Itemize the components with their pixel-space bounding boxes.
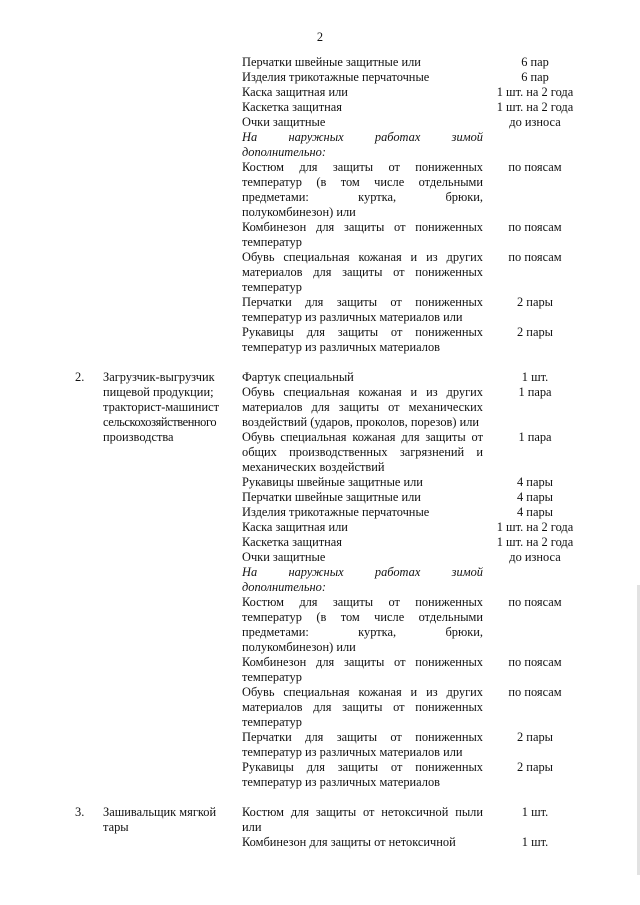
page-number: 2 bbox=[316, 30, 324, 44]
ppe-item-row bbox=[242, 685, 587, 730]
profession-line: производства bbox=[103, 430, 174, 444]
ppe-item-row bbox=[242, 595, 587, 655]
ppe-item-row bbox=[242, 160, 587, 220]
ppe-items bbox=[242, 55, 587, 355]
ppe-item-name: Очки защитные bbox=[242, 115, 326, 129]
profession-group bbox=[0, 55, 640, 355]
profession-line: тракторист-машинист bbox=[103, 400, 220, 414]
ppe-item-row bbox=[242, 55, 587, 70]
ppe-item-norm: 1 шт. на 2 года bbox=[496, 520, 574, 534]
ppe-item-norm: 6 пар bbox=[521, 55, 549, 69]
ppe-item-name: Каска защитная или bbox=[242, 85, 348, 99]
ppe-item-name: Каскетка защитная bbox=[242, 100, 342, 114]
ppe-item-norm: по поясам bbox=[508, 250, 562, 264]
ppe-item-norm: 4 пары bbox=[517, 475, 553, 489]
ppe-item-row bbox=[242, 475, 587, 490]
ppe-item-row bbox=[242, 505, 587, 520]
ppe-item-norm: по поясам bbox=[508, 595, 562, 609]
ppe-item-norm: 1 шт. на 2 года bbox=[496, 85, 574, 99]
ppe-item-norm: до износа bbox=[509, 115, 561, 129]
profession-group bbox=[0, 370, 640, 790]
ppe-item-row bbox=[242, 430, 587, 475]
ppe-item-norm: 2 пары bbox=[517, 295, 553, 309]
ppe-item-norm: 1 шт. на 2 года bbox=[496, 100, 574, 114]
ppe-item-row bbox=[242, 115, 587, 130]
ppe-item-name: Костюм для защиты от нетоксичной пыли или bbox=[242, 805, 483, 834]
ppe-item-norm: 1 пара bbox=[518, 430, 552, 444]
ppe-item-norm: 1 шт. bbox=[521, 835, 549, 849]
ppe-item-name: Обувь специальная кожаная и из других материалов для защиты от механических воздействий (ударов, проколов, порезов) или bbox=[242, 385, 483, 429]
profession-name bbox=[103, 805, 229, 835]
ppe-item-name: Перчатки для защиты от пониженных температур из различных материалов или bbox=[242, 295, 483, 324]
ppe-item-norm: 6 пар bbox=[521, 70, 549, 84]
ppe-item-name: Изделия трикотажные перчаточные bbox=[242, 505, 430, 519]
section-note: На наружных работах зимой дополнительно: bbox=[242, 130, 483, 159]
profession-name bbox=[103, 370, 229, 445]
ppe-item-name: Перчатки швейные защитные или bbox=[242, 55, 421, 69]
ppe-item-norm: 1 шт. bbox=[521, 805, 549, 819]
profession-line: тары bbox=[103, 820, 129, 834]
ppe-item-norm bbox=[483, 130, 587, 160]
ppe-item-norm: 1 шт. bbox=[521, 370, 549, 384]
ppe-item-norm: по поясам bbox=[508, 160, 562, 174]
ppe-item-name: Рукавицы для защиты от пониженных температур из различных материалов bbox=[242, 760, 483, 789]
ppe-item-row bbox=[242, 325, 587, 355]
profession-line: Загрузчик-выгрузчик bbox=[103, 370, 215, 384]
ppe-item-row bbox=[242, 220, 587, 250]
ppe-item-row bbox=[242, 100, 587, 115]
ppe-item-row bbox=[242, 370, 587, 385]
ppe-item-row bbox=[242, 535, 587, 550]
ppe-item-name: Костюм для защиты от пониженных температур (в том числе отдельными предметами: куртка, брюки, полукомбинезон) или bbox=[242, 160, 483, 219]
ppe-item-name: Комбинезон для защиты от пониженных температур bbox=[242, 655, 483, 684]
ppe-item-row bbox=[242, 70, 587, 85]
ppe-item-row bbox=[242, 805, 587, 835]
profession-group bbox=[0, 805, 640, 850]
ppe-item-name: Обувь специальная кожаная и из других материалов для защиты от пониженных температур bbox=[242, 250, 483, 294]
ppe-item-name: Костюм для защиты от пониженных температур (в том числе отдельными предметами: куртка, брюки, полукомбинезон) или bbox=[242, 595, 483, 654]
ppe-item-row bbox=[242, 730, 587, 760]
ppe-item-norm: 2 пары bbox=[517, 325, 553, 339]
ppe-item-name: Комбинезон для защиты от пониженных температур bbox=[242, 220, 483, 249]
ppe-item-norm: по поясам bbox=[508, 220, 562, 234]
ppe-item-name: Перчатки швейные защитные или bbox=[242, 490, 421, 504]
ppe-item-norm: 4 пары bbox=[517, 505, 553, 519]
profession-line: сельскохозяйственного bbox=[103, 415, 217, 429]
ppe-item-name: Каска защитная или bbox=[242, 520, 348, 534]
norms-table bbox=[0, 55, 640, 850]
ppe-item-row bbox=[242, 385, 587, 430]
ppe-item-norm: 1 шт. на 2 года bbox=[496, 535, 574, 549]
ppe-item-row bbox=[242, 85, 587, 100]
ppe-item-row bbox=[242, 565, 587, 595]
ppe-item-name: Рукавицы для защиты от пониженных температур из различных материалов bbox=[242, 325, 483, 354]
ppe-item-row bbox=[242, 550, 587, 565]
ppe-item-row bbox=[242, 250, 587, 295]
ppe-item-name: Рукавицы швейные защитные или bbox=[242, 475, 423, 489]
ppe-item-name: Каскетка защитная bbox=[242, 535, 342, 549]
ppe-item-name: Перчатки для защиты от пониженных температур из различных материалов или bbox=[242, 730, 483, 759]
ppe-item-norm: 1 пара bbox=[518, 385, 552, 399]
ppe-item-norm: 2 пары bbox=[517, 730, 553, 744]
ppe-item-norm: 4 пары bbox=[517, 490, 553, 504]
ppe-item-row bbox=[242, 490, 587, 505]
ppe-item-row bbox=[242, 130, 587, 160]
group-number: 3. bbox=[75, 805, 85, 819]
ppe-item-name: Обувь специальная кожаная и из других материалов для защиты от пониженных температур bbox=[242, 685, 483, 729]
ppe-item-name: Изделия трикотажные перчаточные bbox=[242, 70, 430, 84]
ppe-item-norm: до износа bbox=[509, 550, 561, 564]
ppe-item-row bbox=[242, 520, 587, 535]
ppe-item-row bbox=[242, 655, 587, 685]
ppe-item-norm: по поясам bbox=[508, 655, 562, 669]
ppe-item-norm: по поясам bbox=[508, 685, 562, 699]
ppe-item-name: Комбинезон для защиты от нетоксичной bbox=[242, 835, 456, 849]
ppe-item-row bbox=[242, 295, 587, 325]
ppe-item-norm: 2 пары bbox=[517, 760, 553, 774]
group-number: 2. bbox=[75, 370, 85, 384]
ppe-item-name: Очки защитные bbox=[242, 550, 326, 564]
ppe-item-name: Фартук специальный bbox=[242, 370, 354, 384]
ppe-item-name: Обувь специальная кожаная для защиты от общих производственных загрязнений и механических воздействий bbox=[242, 430, 483, 474]
ppe-item-row bbox=[242, 835, 587, 850]
ppe-items bbox=[242, 805, 587, 850]
section-note: На наружных работах зимой дополнительно: bbox=[242, 565, 483, 594]
profession-line: пищевой продукции; bbox=[103, 385, 214, 399]
ppe-items bbox=[242, 370, 587, 790]
profession-line: Зашивальщик мягкой bbox=[103, 805, 217, 819]
ppe-item-row bbox=[242, 760, 587, 790]
ppe-item-norm bbox=[483, 565, 587, 595]
